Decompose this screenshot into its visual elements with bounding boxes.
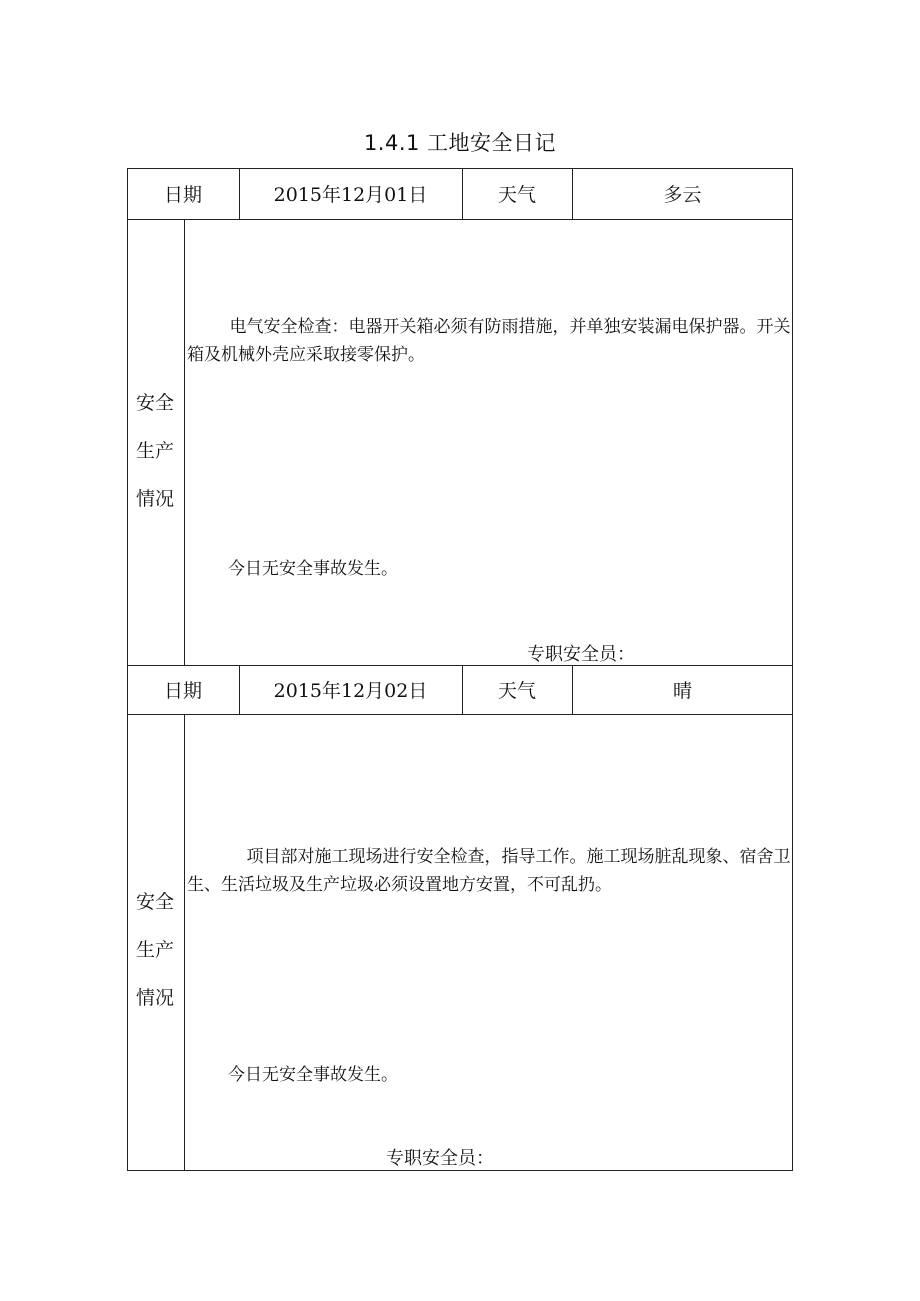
date-label: 日期 xyxy=(163,184,202,206)
weather-value: 晴 xyxy=(672,680,692,702)
date-label: 日期 xyxy=(163,680,202,702)
accident-note: 今日无安全事故发生。 xyxy=(228,1065,398,1085)
safety-officer-signature: 专职安全员： xyxy=(386,1148,494,1169)
inspection-text: 项目部对施工现场进行安全检查，指导工作。施工现场脏乱现象、宿舍卫生、生活垃圾及生产垃圾必须设置地方安置，不可乱扔。 xyxy=(187,847,791,895)
label-line: 情况 xyxy=(135,488,174,510)
safety-officer-signature: 专职安全员： xyxy=(527,644,635,665)
divider xyxy=(127,219,793,220)
accident-note: 今日无安全事故发生。 xyxy=(228,559,398,579)
label-line: 情况 xyxy=(135,987,174,1009)
safety-production-label xyxy=(127,379,183,523)
label-line: 安全 xyxy=(135,891,174,913)
label-line: 生产 xyxy=(135,939,174,961)
divider xyxy=(127,714,793,715)
inspection-text: 电气安全检查：电器开关箱必须有防雨措施，并单独安装漏电保护器。开关箱及机械外壳应采取接零保护。 xyxy=(187,317,791,365)
weather-label: 天气 xyxy=(497,184,536,206)
weather-value: 多云 xyxy=(663,184,702,206)
date-value: 2015年12月01日 xyxy=(273,184,428,206)
label-line: 生产 xyxy=(135,440,174,462)
weather-label: 天气 xyxy=(497,680,536,702)
date-value: 2015年12月02日 xyxy=(273,680,428,702)
label-line: 安全 xyxy=(135,392,174,414)
divider xyxy=(184,714,185,1171)
safety-production-label xyxy=(127,878,183,1022)
page-title: 1.4.1 工地安全日记 xyxy=(363,131,557,155)
divider xyxy=(184,219,185,665)
